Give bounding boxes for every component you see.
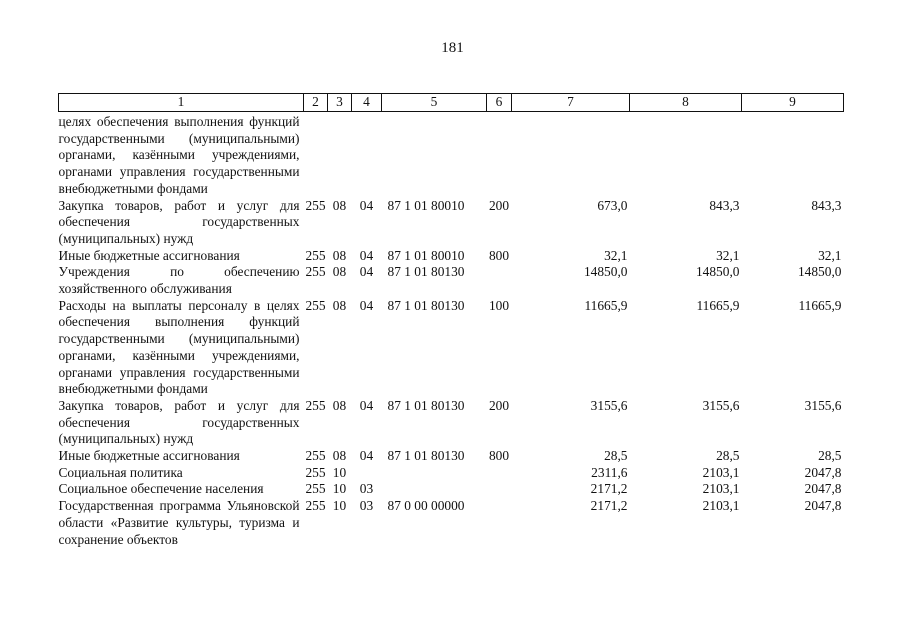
row-col-4 bbox=[352, 465, 382, 482]
row-col-4: 04 bbox=[359, 448, 374, 464]
row-col-6 bbox=[487, 112, 512, 198]
row-col-9 bbox=[742, 112, 844, 198]
row-col-4: 04 bbox=[359, 264, 374, 280]
row-col-5 bbox=[382, 112, 487, 198]
row-col-5 bbox=[382, 465, 487, 482]
row-col-7 bbox=[512, 112, 630, 198]
table-row bbox=[59, 498, 844, 548]
table-row bbox=[59, 298, 844, 398]
row-col-4: 04 bbox=[359, 397, 374, 413]
table-row bbox=[59, 465, 844, 482]
row-col-2: 255 bbox=[305, 264, 326, 280]
row-col-9: 2047,8 bbox=[804, 498, 842, 514]
table-row bbox=[59, 481, 844, 498]
header-col-1: 1 bbox=[59, 94, 304, 112]
row-col-2: 255 bbox=[305, 297, 326, 313]
row-name: Иные бюджетные ассигнования bbox=[58, 448, 240, 464]
row-col-8: 28,5 bbox=[716, 448, 740, 464]
row-col-7: 32,1 bbox=[604, 247, 628, 263]
row-col-4: 04 bbox=[359, 297, 374, 313]
row-name: Расходы на выплаты персоналу в целях обеспечения выполнения функций государственными (муниципальными) органами, казёнными учреждениями, органами управления государственными внебюджетными фондами bbox=[58, 297, 300, 397]
row-col-3: 10 bbox=[332, 498, 347, 514]
row-col-7: 28,5 bbox=[604, 448, 628, 464]
header-col-2: 2 bbox=[304, 94, 328, 112]
row-col-2: 255 bbox=[305, 481, 326, 497]
row-col-8 bbox=[630, 112, 742, 198]
row-col-8: 843,3 bbox=[709, 197, 740, 213]
row-col-7: 2171,2 bbox=[590, 481, 628, 497]
row-col-7: 3155,6 bbox=[590, 397, 628, 413]
table-row bbox=[59, 448, 844, 465]
header-col-3: 3 bbox=[328, 94, 352, 112]
row-col-3: 08 bbox=[332, 448, 347, 464]
row-col-4: 03 bbox=[359, 498, 374, 514]
row-name: Иные бюджетные ассигнования bbox=[58, 247, 240, 263]
header-col-7: 7 bbox=[512, 94, 630, 112]
row-col-9: 11665,9 bbox=[798, 297, 842, 313]
row-col-3: 08 bbox=[332, 397, 347, 413]
row-name: Социальная политика bbox=[58, 464, 183, 480]
row-col-5: 87 1 01 80130 bbox=[387, 297, 465, 313]
row-col-4: 04 bbox=[359, 247, 374, 263]
row-col-6: 200 bbox=[488, 197, 510, 213]
row-col-6: 200 bbox=[488, 397, 510, 413]
row-col-3: 08 bbox=[332, 197, 347, 213]
row-name: Социальное обеспечение населения bbox=[58, 481, 264, 497]
row-col-6 bbox=[487, 498, 512, 548]
row-col-3 bbox=[328, 112, 352, 198]
row-col-5: 87 1 01 80010 bbox=[387, 247, 465, 263]
header-col-9: 9 bbox=[742, 94, 844, 112]
row-col-3: 08 bbox=[332, 264, 347, 280]
row-col-3: 10 bbox=[332, 464, 347, 480]
row-col-9: 2047,8 bbox=[804, 464, 842, 480]
header-col-8: 8 bbox=[630, 94, 742, 112]
page-number: 181 bbox=[441, 40, 464, 56]
table-row bbox=[59, 264, 844, 297]
row-col-9: 32,1 bbox=[818, 247, 842, 263]
row-col-7: 2311,6 bbox=[591, 464, 628, 480]
row-col-9: 843,3 bbox=[811, 197, 842, 213]
row-col-2 bbox=[304, 112, 328, 198]
budget-table bbox=[58, 93, 844, 548]
row-col-3: 08 bbox=[332, 297, 347, 313]
row-col-5 bbox=[382, 481, 487, 498]
row-col-6 bbox=[487, 264, 512, 297]
table-row bbox=[59, 248, 844, 265]
row-col-2: 255 bbox=[305, 448, 326, 464]
row-name: целях обеспечения выполнения функций государственными (муниципальными) органами, казёнными учреждениями, органами управления государственными внебюджетными фондами bbox=[58, 114, 300, 196]
row-col-2: 255 bbox=[305, 498, 326, 514]
row-col-8: 32,1 bbox=[716, 247, 740, 263]
row-col-2: 255 bbox=[305, 397, 326, 413]
row-col-6 bbox=[487, 481, 512, 498]
row-name: Закупка товаров, работ и услуг для обеспечения государственных (муниципальных) нужд bbox=[58, 397, 300, 447]
row-col-4 bbox=[352, 112, 382, 198]
table-row bbox=[59, 398, 844, 448]
row-col-8: 2103,1 bbox=[702, 481, 740, 497]
row-col-8: 2103,1 bbox=[702, 464, 740, 480]
row-col-5: 87 1 01 80130 bbox=[387, 448, 465, 464]
row-col-3: 08 bbox=[332, 247, 347, 263]
row-col-4: 04 bbox=[359, 197, 374, 213]
row-col-2: 255 bbox=[305, 247, 326, 263]
row-col-7: 673,0 bbox=[597, 197, 628, 213]
row-col-5: 87 1 01 80130 bbox=[387, 397, 465, 413]
row-col-9: 14850,0 bbox=[797, 264, 842, 280]
row-name: Закупка товаров, работ и услуг для обеспечения государственных (муниципальных) нужд bbox=[58, 197, 300, 246]
row-col-6: 800 bbox=[488, 448, 510, 464]
row-col-5: 87 1 01 80010 bbox=[387, 197, 465, 213]
header-col-6: 6 bbox=[487, 94, 512, 112]
row-col-9: 3155,6 bbox=[804, 397, 842, 413]
row-name: Учреждения по обеспечению хозяйственного обслуживания bbox=[58, 264, 300, 297]
row-col-8: 14850,0 bbox=[695, 264, 740, 280]
row-col-5: 87 0 00 00000 bbox=[387, 498, 465, 514]
row-col-6: 800 bbox=[488, 247, 510, 263]
row-col-9: 28,5 bbox=[818, 448, 842, 464]
row-col-2: 255 bbox=[305, 464, 326, 480]
row-col-9: 2047,8 bbox=[804, 481, 842, 497]
row-col-8: 11665,9 bbox=[696, 297, 740, 313]
row-col-8: 3155,6 bbox=[702, 397, 740, 413]
row-col-5: 87 1 01 80130 bbox=[387, 264, 465, 280]
table-row bbox=[59, 112, 844, 198]
row-col-6 bbox=[487, 465, 512, 482]
row-col-4: 03 bbox=[359, 481, 374, 497]
header-col-4: 4 bbox=[352, 94, 382, 112]
row-col-7: 2171,2 bbox=[590, 498, 628, 514]
row-col-8: 2103,1 bbox=[702, 498, 740, 514]
row-col-7: 14850,0 bbox=[583, 264, 628, 280]
row-col-6: 100 bbox=[488, 297, 510, 313]
header-row bbox=[59, 94, 844, 112]
row-col-2: 255 bbox=[305, 197, 326, 213]
header-col-5: 5 bbox=[382, 94, 487, 112]
row-name: Государственная программа Ульяновской области «Развитие культуры, туризма и сохранение объектов bbox=[58, 498, 300, 547]
row-col-7: 11665,9 bbox=[584, 297, 628, 313]
row-col-3: 10 bbox=[332, 481, 347, 497]
table-row bbox=[59, 198, 844, 248]
